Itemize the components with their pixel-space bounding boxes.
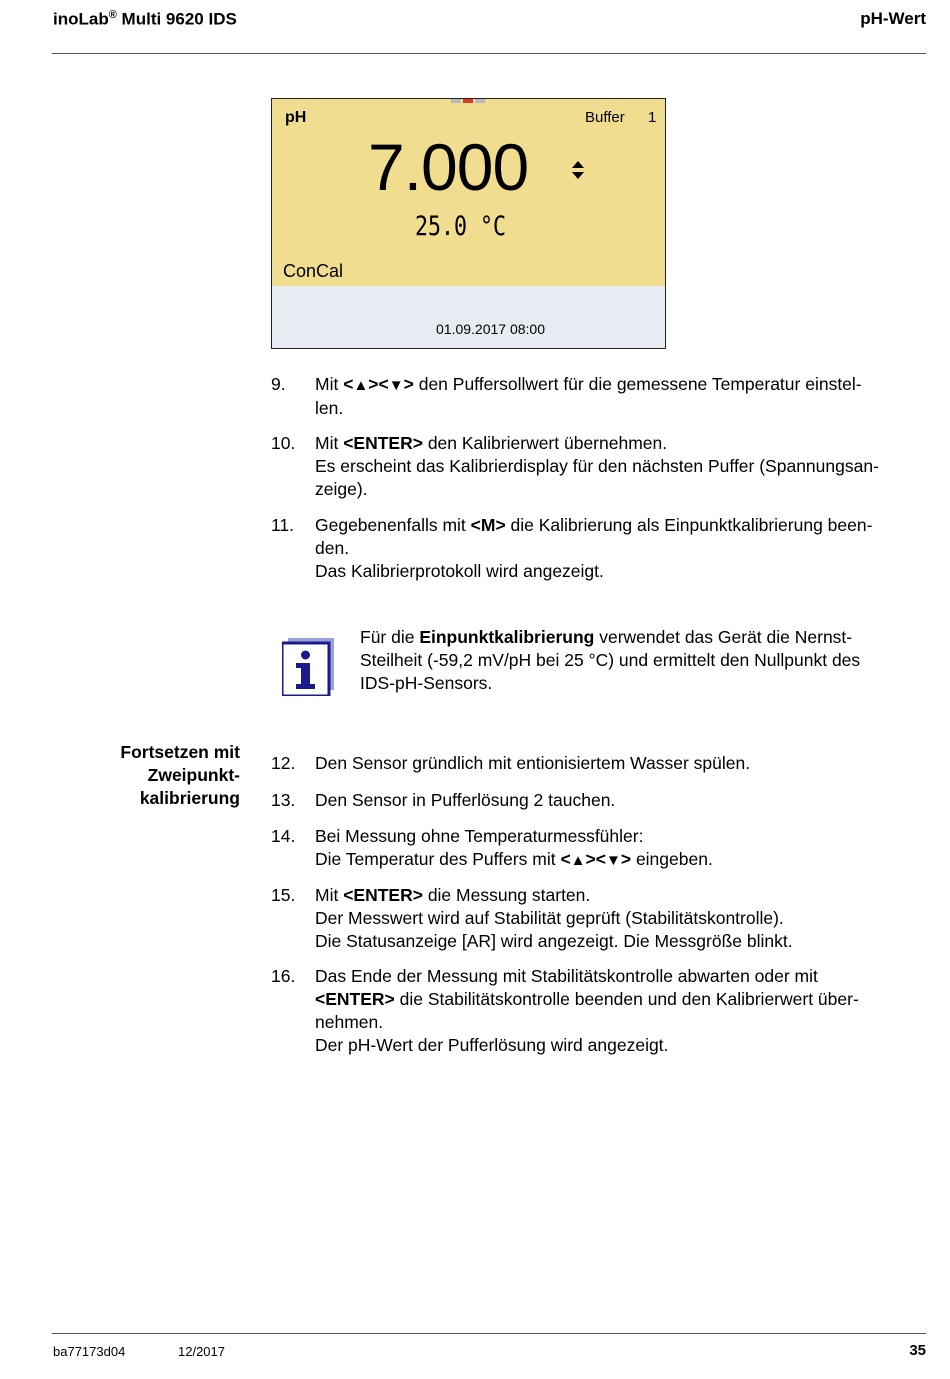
info-text-line: Steilheit (-59,2 mV/pH bei 25 °C) und ermittelt den Nullpunkt des <box>360 650 861 670</box>
info-text-post: verwendet das Gerät die Nernst- <box>594 627 853 647</box>
step-line: Mit <ENTER> die Messung starten. <box>315 885 591 905</box>
side-heading-line: Fortsetzen mit <box>120 742 240 762</box>
page-number: 35 <box>909 1342 926 1359</box>
step-line: Das Ende der Messung mit Stabilitätskontrolle abwarten oder mit <box>315 966 818 986</box>
step-line: Der pH-Wert der Pufferlösung wird angezeigt. <box>315 1035 669 1055</box>
side-heading <box>60 741 240 810</box>
step-number: 11. <box>271 515 295 535</box>
up-down-arrows-icon <box>571 159 585 181</box>
display-datetime: 01.09.2017 08:00 <box>436 321 545 337</box>
side-heading-line: kalibrierung <box>139 788 240 808</box>
step-number: 10. <box>271 433 296 453</box>
step-number: 14. <box>271 826 296 846</box>
display-temperature: 25.0 °C <box>415 211 507 242</box>
info-text-bold: Einpunktkalibrierung <box>419 627 595 647</box>
footer-document-code: ba77173d04 <box>53 1344 126 1359</box>
product-name: inoLab <box>53 9 109 29</box>
step-line: zeige). <box>315 479 368 499</box>
step-number: 13. <box>271 790 296 810</box>
step-line: Mit <ENTER> den Kalibrierwert übernehmen. <box>315 433 668 453</box>
step-line: Der Messwert wird auf Stabilität geprüft (Stabilitätskontrolle). <box>315 908 784 928</box>
step-line: Die Temperatur des Puffers mit <▲><▼> eingeben. <box>315 849 713 869</box>
step-line: Bei Messung ohne Temperaturmessfühler: <box>315 826 644 846</box>
display-buffer-label: Buffer <box>585 109 625 126</box>
instrument-display <box>271 98 666 349</box>
step-line: Das Kalibrierprotokoll wird angezeigt. <box>315 561 604 581</box>
step-line: Die Statusanzeige [AR] wird angezeigt. Die Messgröße blinkt. <box>315 931 793 951</box>
footer-divider <box>52 1333 926 1334</box>
display-tab-indicator <box>451 99 485 103</box>
step-number: 9. <box>271 374 286 394</box>
step-text <box>315 965 927 1057</box>
step-line: <ENTER> die Stabilitätskontrolle beenden und den Kalibrierwert über- <box>315 989 859 1009</box>
step-line: Mit <▲><▼> den Puffersollwert für die gemessene Temperatur einstel- <box>315 374 862 394</box>
registered-mark: ® <box>108 9 117 21</box>
display-calibration-mode: ConCal <box>283 261 344 281</box>
side-heading-line: Zweipunkt- <box>147 765 240 785</box>
display-measured-value: 7.000 <box>368 130 529 204</box>
display-buffer-number: 1 <box>648 109 657 126</box>
step-text <box>315 432 927 501</box>
step-line: den. <box>315 538 350 558</box>
info-note-text <box>360 626 920 695</box>
display-parameter: pH <box>285 109 307 126</box>
step-text <box>315 825 927 872</box>
section-title: pH-Wert <box>860 9 926 28</box>
document-title <box>53 9 237 30</box>
step-number: 12. <box>271 753 296 773</box>
info-icon <box>282 638 334 696</box>
step-text <box>315 884 927 953</box>
step-line: Gegebenenfalls mit <M> die Kalibrierung als Einpunktkalibrierung been- <box>315 515 873 535</box>
footer-date: 12/2017 <box>178 1344 225 1359</box>
display-status-area <box>272 286 665 348</box>
step-line: Den Sensor gründlich mit entionisiertem Wasser spülen. <box>315 753 751 773</box>
step-line: nehmen. <box>315 1012 384 1032</box>
step-text <box>315 789 927 812</box>
step-line: Es erscheint das Kalibrierdisplay für den nächsten Puffer (Spannungsan- <box>315 456 879 476</box>
step-text <box>315 514 927 583</box>
info-text-pre: Für die <box>360 627 420 647</box>
step-text <box>315 752 927 775</box>
model-name: Multi 9620 IDS <box>116 9 237 29</box>
step-line: Den Sensor in Pufferlösung 2 tauchen. <box>315 790 616 810</box>
header-divider <box>52 53 926 54</box>
step-line: len. <box>315 398 344 418</box>
step-number: 16. <box>271 966 296 986</box>
info-text-line: IDS-pH-Sensors. <box>360 673 493 693</box>
step-number: 15. <box>271 885 296 905</box>
step-text <box>315 373 927 420</box>
